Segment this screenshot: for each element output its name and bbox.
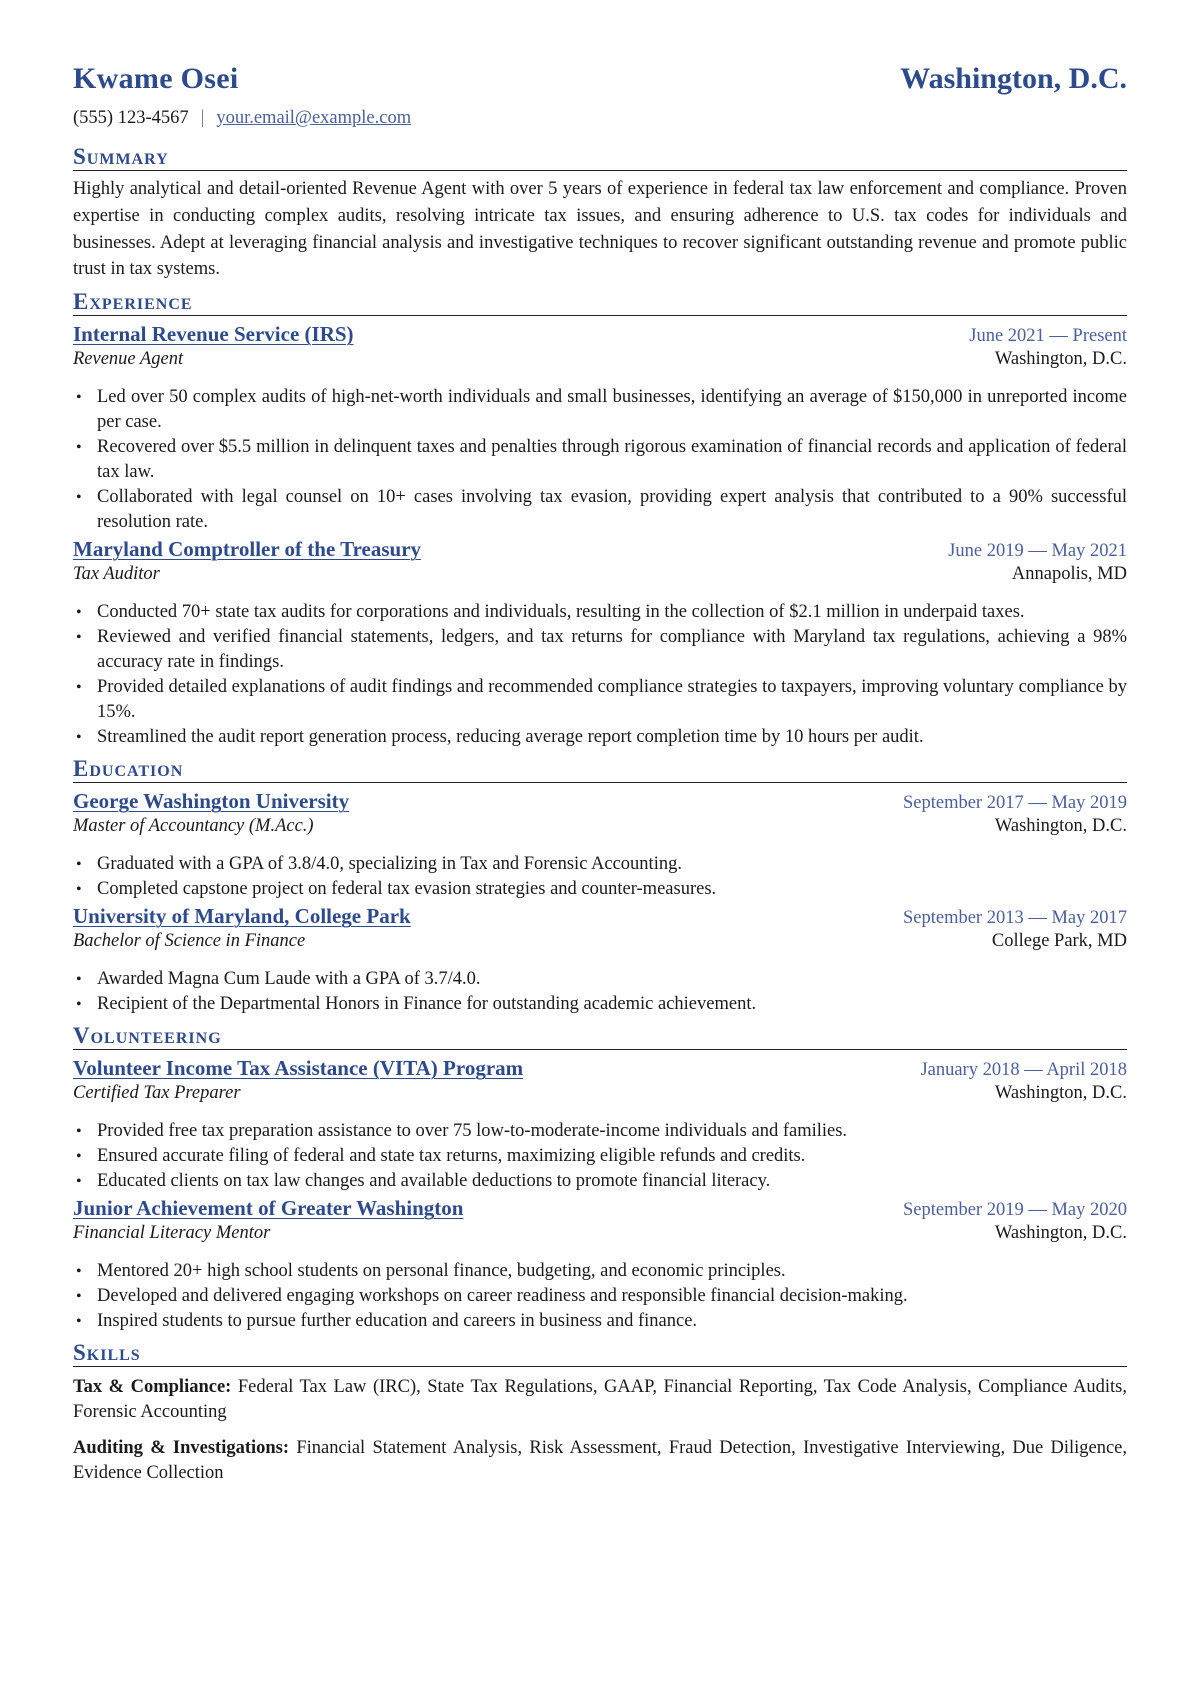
- bullet-item: • Completed capstone project on federal tax evasion strategies and counter-measures.: [73, 877, 1127, 902]
- entry-role: Tax Auditor: [73, 564, 160, 585]
- skill-group-label: Tax & Compliance:: [73, 1377, 232, 1398]
- bullet-item: • Recovered over $5.5 million in delinquent taxes and penalties through rigorous examination of financial records and application of federal tax law.: [73, 435, 1127, 485]
- skill-group-items: Federal Tax Law (IRC), State Tax Regulations, GAAP, Financial Reporting, Tax Code Analysis, Compliance Audits, Forensic Accounting: [73, 1377, 1128, 1423]
- contact-separator: |: [200, 108, 205, 128]
- education-entry: [73, 789, 1127, 902]
- entry-location: Washington, D.C.: [994, 1083, 1127, 1104]
- summary-text: Highly analytical and detail-oriented Revenue Agent with over 5 years of experience in federal tax law enforcement and compliance. Proven expertise in conducting complex audits, resolving intricate tax issues, and ensuring adherence to U.S. tax codes for individuals and businesses. Adept at leveraging financial analysis and investigative techniques to recover significant outstanding revenue and promote public trust in tax systems.: [73, 179, 1127, 280]
- email-link[interactable]: your.email@example.com: [216, 108, 412, 128]
- bullet-item: • Graduated with a GPA of 3.8/4.0, specializing in Tax and Forensic Accounting.: [73, 852, 1127, 877]
- entry-dates: September 2019 — May 2020: [902, 1200, 1127, 1221]
- bullet-item: • Collaborated with legal counsel on 10+ cases involving tax evasion, providing expert analysis that contributed to a 90% successful resolution rate.: [73, 485, 1127, 535]
- skills-heading: Skills: [73, 1340, 1127, 1367]
- candidate-name: Kwame Osei: [73, 62, 239, 95]
- entry-bullets: [73, 967, 1127, 1017]
- summary-section: [73, 144, 1127, 283]
- bullet-item: • Reviewed and verified financial statements, ledgers, and tax returns for compliance with Maryland tax regulations, achieving a 98% accuracy rate in findings.: [73, 625, 1127, 675]
- entry-organization-link[interactable]: Junior Achievement of Greater Washington: [73, 1196, 464, 1221]
- bullet-item: • Provided free tax preparation assistance to over 75 low-to-moderate-income individuals and families.: [73, 1119, 1127, 1144]
- entry-location: Washington, D.C.: [994, 349, 1127, 370]
- volunteering-entry: [73, 1056, 1127, 1194]
- entry-location: Annapolis, MD: [1011, 564, 1127, 585]
- bullet-item: • Ensured accurate filing of federal and state tax returns, maximizing eligible refunds and credits.: [73, 1144, 1127, 1169]
- entry-bullets: [73, 600, 1127, 750]
- bullet-item: • Inspired students to pursue further education and careers in business and finance.: [73, 1309, 1127, 1334]
- volunteering-heading: Volunteering: [73, 1023, 1127, 1050]
- entry-dates: September 2017 — May 2019: [902, 793, 1127, 814]
- entry-organization-link[interactable]: Internal Revenue Service (IRS): [73, 322, 354, 347]
- entry-location: Washington, D.C.: [994, 816, 1127, 837]
- entry-dates: June 2019 — May 2021: [948, 541, 1127, 562]
- entry-location: Washington, D.C.: [994, 1223, 1127, 1244]
- experience-section: [73, 289, 1127, 750]
- education-heading: Education: [73, 756, 1127, 783]
- skill-group-label: Auditing & Investigations:: [73, 1438, 290, 1459]
- skill-group: [73, 1436, 1127, 1486]
- entry-organization-link[interactable]: University of Maryland, College Park: [73, 904, 411, 929]
- education-section: [73, 756, 1127, 1017]
- summary-heading: Summary: [73, 144, 1127, 171]
- resume-page: [73, 62, 1127, 1486]
- entry-organization-link[interactable]: George Washington University: [73, 789, 350, 814]
- entry-dates: June 2021 — Present: [969, 326, 1127, 347]
- entry-degree: Bachelor of Science in Finance: [73, 931, 306, 952]
- entry-dates: September 2013 — May 2017: [902, 908, 1127, 929]
- bullet-item: • Streamlined the audit report generation process, reducing average report completion time by 10 hours per audit.: [73, 725, 1127, 750]
- bullet-item: • Awarded Magna Cum Laude with a GPA of 3.7/4.0.: [73, 967, 1127, 992]
- entry-role: Certified Tax Preparer: [73, 1083, 241, 1104]
- resume-header: [73, 62, 1127, 104]
- entry-bullets: [73, 852, 1127, 902]
- skills-section: [73, 1340, 1127, 1486]
- bullet-item: • Mentored 20+ high school students on personal finance, budgeting, and economic principles.: [73, 1259, 1127, 1284]
- entry-bullets: [73, 1259, 1127, 1334]
- phone-number: (555) 123-4567: [73, 108, 189, 128]
- entry-role: Financial Literacy Mentor: [73, 1223, 271, 1244]
- volunteering-section: [73, 1023, 1127, 1334]
- entry-degree: Master of Accountancy (M.Acc.): [73, 816, 314, 837]
- bullet-item: • Developed and delivered engaging workshops on career readiness and responsible financial decision-making.: [73, 1284, 1127, 1309]
- entry-organization-link[interactable]: Maryland Comptroller of the Treasury: [73, 537, 422, 562]
- bullet-item: • Conducted 70+ state tax audits for corporations and individuals, resulting in the collection of $2.1 million in underpaid taxes.: [73, 600, 1127, 625]
- entry-organization-link[interactable]: Volunteer Income Tax Assistance (VITA) Program: [73, 1056, 524, 1081]
- entry-location: College Park, MD: [991, 931, 1127, 952]
- skill-group-items: Financial Statement Analysis, Risk Assessment, Fraud Detection, Investigative Interviewing, Due Diligence, Evidence Collection: [73, 1438, 1127, 1484]
- entry-role: Revenue Agent: [73, 349, 184, 370]
- volunteering-entry: [73, 1196, 1127, 1334]
- skill-group: [73, 1375, 1127, 1425]
- header-location: Washington, D.C.: [900, 62, 1127, 95]
- entry-bullets: [73, 385, 1127, 535]
- entry-dates: January 2018 — April 2018: [920, 1060, 1127, 1081]
- bullet-item: • Recipient of the Departmental Honors in Finance for outstanding academic achievement.: [73, 992, 1127, 1017]
- bullet-item: • Led over 50 complex audits of high-net-worth individuals and small businesses, identifying an average of $150,000 in unreported income per case.: [73, 385, 1127, 435]
- contact-line: [73, 108, 1127, 138]
- experience-heading: Experience: [73, 289, 1127, 316]
- education-entry: [73, 904, 1127, 1017]
- experience-entry: [73, 322, 1127, 535]
- entry-bullets: [73, 1119, 1127, 1194]
- experience-entry: [73, 537, 1127, 750]
- bullet-item: • Educated clients on tax law changes and available deductions to promote financial literacy.: [73, 1169, 1127, 1194]
- bullet-item: • Provided detailed explanations of audit findings and recommended compliance strategies to taxpayers, improving voluntary compliance by 15%.: [73, 675, 1127, 725]
